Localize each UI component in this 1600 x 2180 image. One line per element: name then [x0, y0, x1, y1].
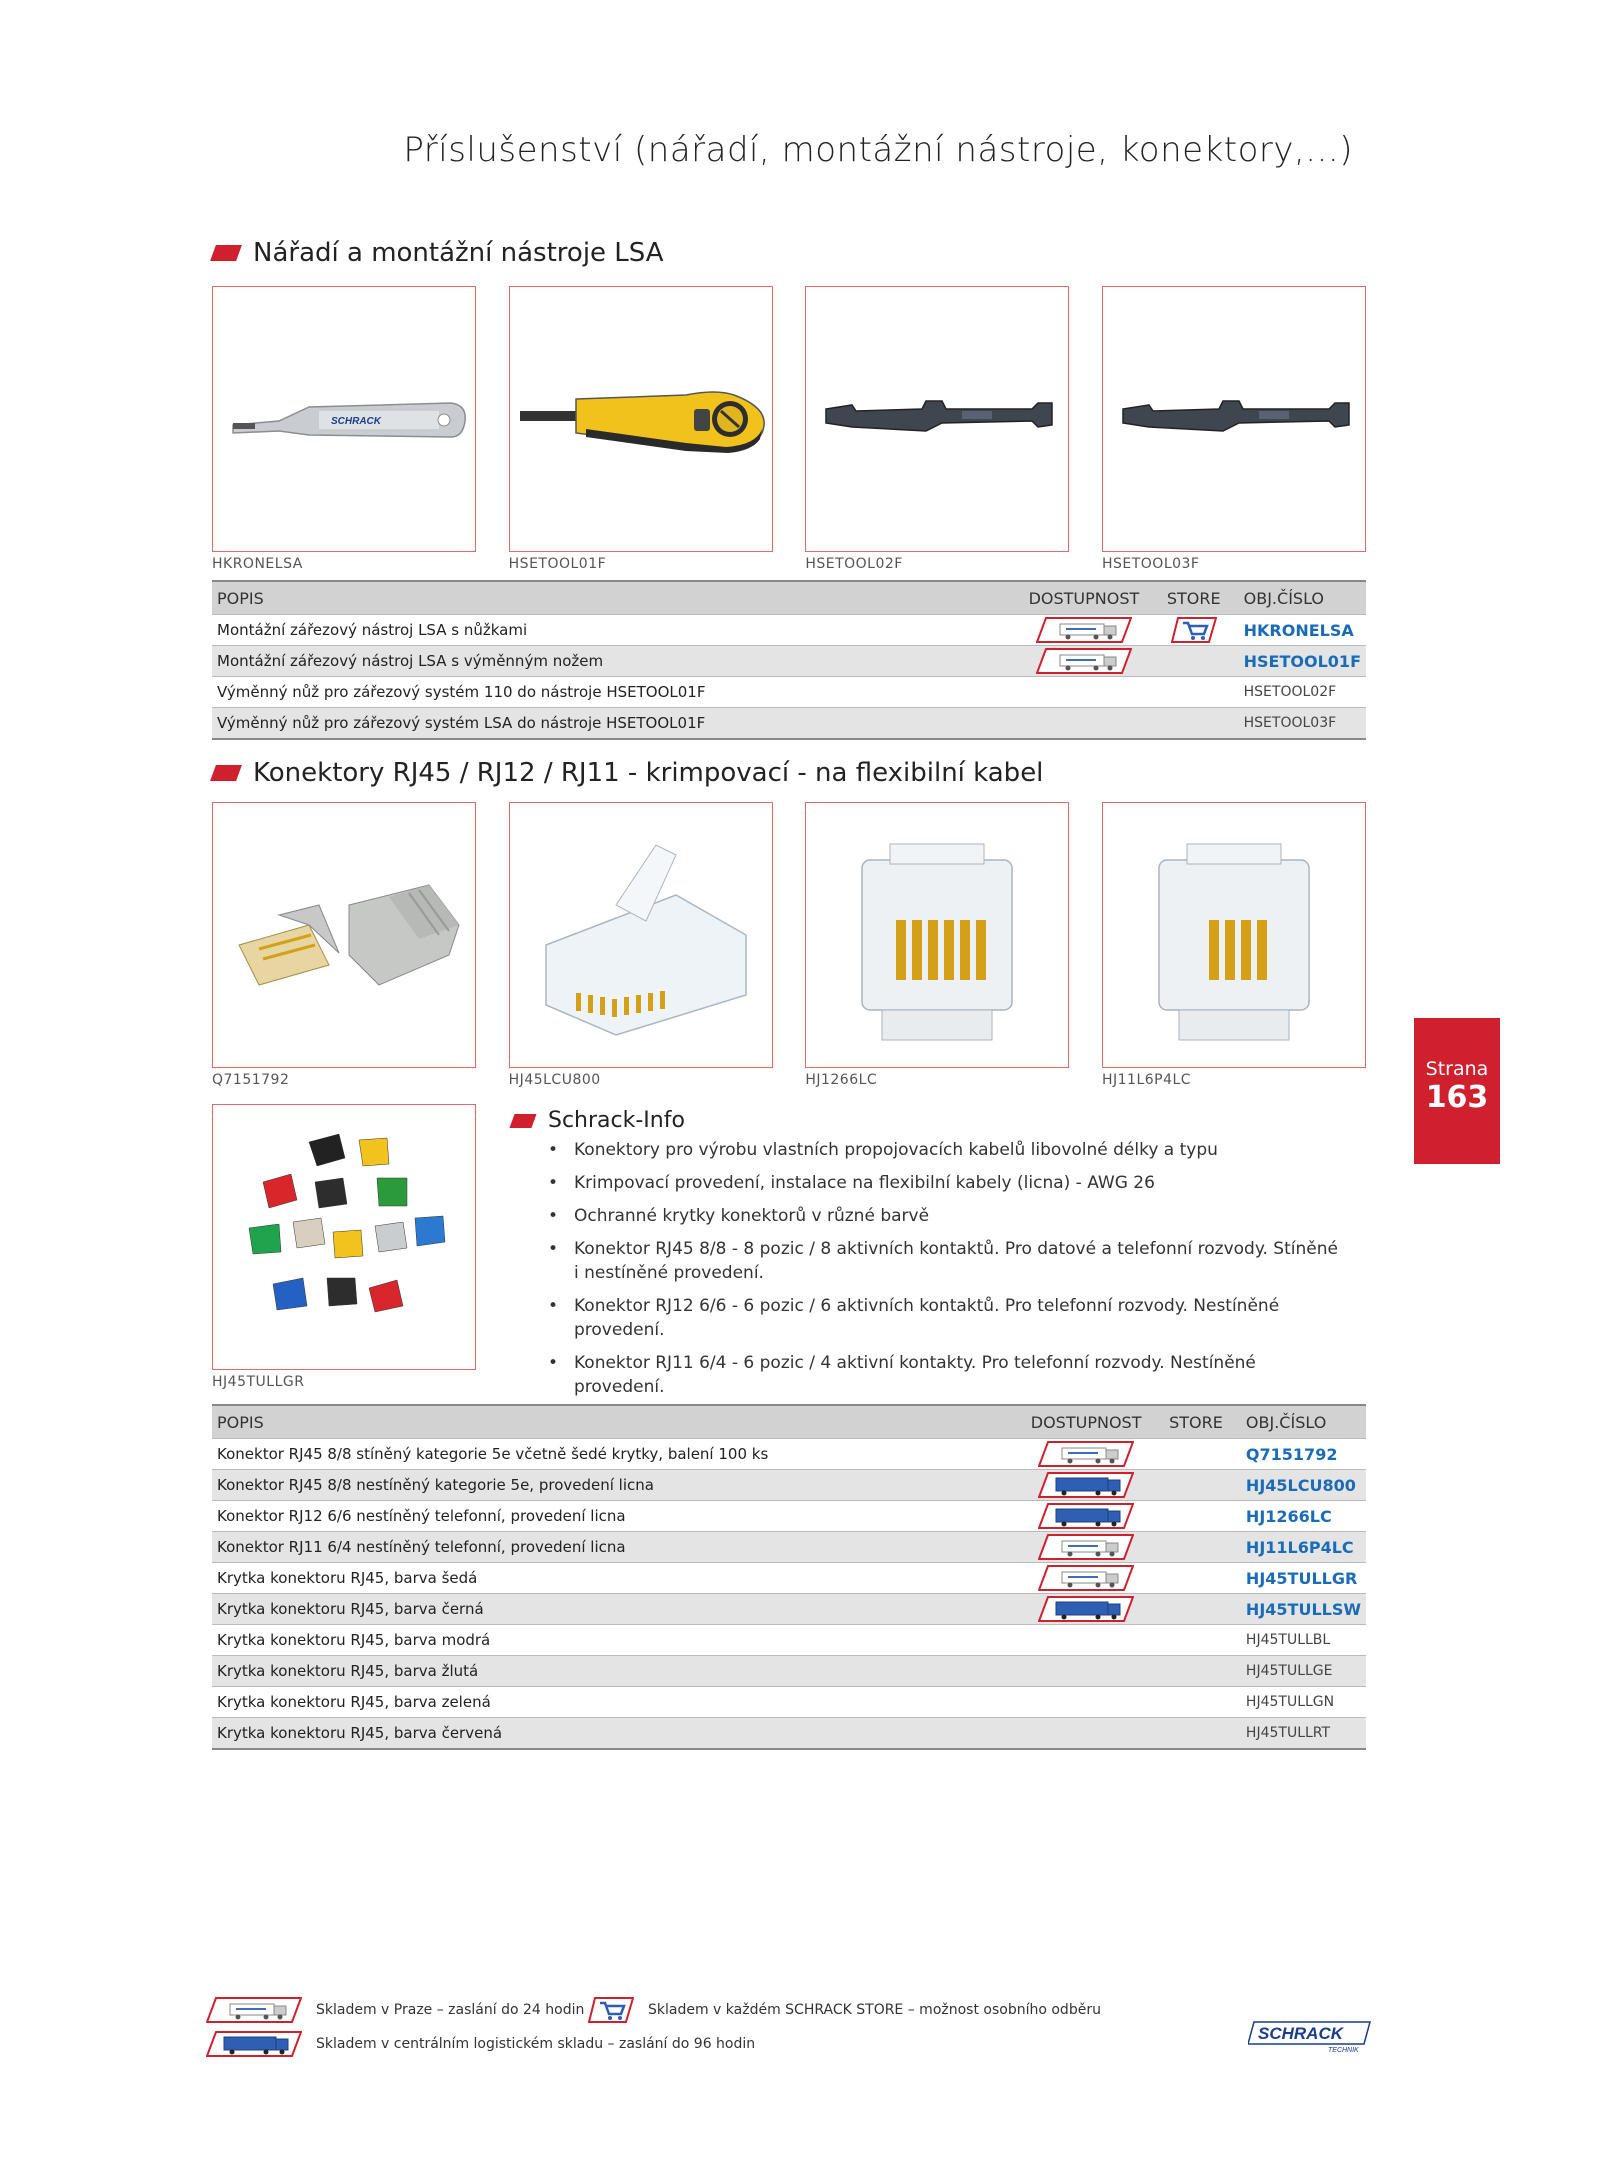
header-obj-cislo: OBJ.ČÍSLO — [1236, 1405, 1366, 1439]
header-popis: POPIS — [212, 581, 1014, 615]
section-title-text: Konektory RJ45 / RJ12 / RJ11 - krimpovací - na flexibilní kabel — [253, 758, 1044, 788]
product-card — [212, 286, 476, 572]
table-row — [212, 1439, 1366, 1470]
order-number-link[interactable]: HJ11L6P4LC — [1236, 1532, 1366, 1563]
stock-central-truck-icon — [1038, 1502, 1134, 1530]
logo-text: SCHRACK — [1258, 2024, 1343, 2043]
table-row — [212, 1656, 1366, 1687]
list-item: • Krimpovací provedení, instalace na flexibilní kabely (licna) - AWG 26 — [548, 1171, 1348, 1195]
legend-text: Skladem v centrálním logistickém skladu – zaslání do 96 hodin — [316, 2036, 756, 2052]
product-caption: Q7151792 — [212, 1072, 290, 1088]
row-description: Krytka konektoru RJ45, barva žlutá — [212, 1656, 1016, 1687]
table-row — [212, 1718, 1366, 1750]
product-card — [805, 286, 1069, 572]
order-number-link[interactable]: Q7151792 — [1236, 1439, 1366, 1470]
order-number-link[interactable]: HJ45LCU800 — [1236, 1470, 1366, 1501]
table-row — [212, 1563, 1366, 1594]
table-row — [212, 1594, 1366, 1625]
product-caption: HSETOOL03F — [1101, 556, 1200, 572]
table-row — [212, 677, 1366, 708]
header-store: STORE — [1156, 1405, 1236, 1439]
list-item: • Ochranné krytky konektorů v různé barvě — [548, 1204, 1348, 1228]
product-caption: HSETOOL02F — [805, 556, 903, 572]
stock-central-truck-icon — [1038, 1471, 1134, 1499]
tool-image-grid — [212, 286, 1366, 572]
product-card — [1102, 286, 1366, 572]
page-number-tab — [1414, 1018, 1500, 1164]
table-row — [212, 1687, 1366, 1718]
order-number: HJ45TULLRT — [1236, 1718, 1366, 1750]
product-image-hj11l6p4lc — [1102, 802, 1366, 1068]
row-description: Krytka konektoru RJ45, barva zelená — [212, 1687, 1016, 1718]
table-row — [212, 708, 1366, 740]
order-number: HJ45TULLBL — [1236, 1625, 1366, 1656]
connector-image-grid — [212, 802, 1366, 1088]
page-label: Strana — [1425, 1058, 1489, 1080]
stock-central-truck-icon — [1038, 1595, 1134, 1623]
legend-prague — [206, 1996, 584, 2024]
product-image-q7151792 — [212, 802, 476, 1068]
product-caption: HJ45TULLGR — [212, 1374, 305, 1390]
header-dostupnost: DOSTUPNOST — [1014, 581, 1154, 615]
row-description: Konektor RJ45 8/8 stíněný kategorie 5e včetně šedé krytky, balení 100 ks — [212, 1439, 1016, 1470]
list-item: • Konektory pro výrobu vlastních propojovacích kabelů libovolné délky a typu — [548, 1138, 1348, 1162]
product-card — [212, 802, 476, 1088]
section-title-connectors — [213, 758, 1043, 788]
row-description: Krytka konektoru RJ45, barva modrá — [212, 1625, 1016, 1656]
order-number: HJ45TULLGN — [1236, 1687, 1366, 1718]
legend-text: Skladem v každém SCHRACK STORE – možnost osobního odběru — [648, 2002, 1101, 2018]
order-number-link[interactable]: HJ45TULLGR — [1236, 1563, 1366, 1594]
row-description: Krytka konektoru RJ45, barva černá — [212, 1594, 1016, 1625]
product-caption: HSETOOL01F — [508, 556, 607, 572]
tools-product-table — [212, 580, 1366, 740]
row-description: Krytka konektoru RJ45, barva šedá — [212, 1563, 1016, 1594]
logo-subtext: TECHNIK — [1328, 2047, 1359, 2054]
order-number-link[interactable]: HJ45TULLSW — [1236, 1594, 1366, 1625]
row-description: Montážní zářezový nástroj LSA s výměnným nožem — [212, 646, 1014, 677]
product-card — [509, 286, 773, 572]
header-popis: POPIS — [212, 1405, 1016, 1439]
row-description: Konektor RJ12 6/6 nestíněný telefonní, provedení licna — [212, 1501, 1016, 1532]
product-image-hsetool03f — [1102, 286, 1366, 552]
stock-prague-truck-icon — [206, 1996, 302, 2024]
store-cart-icon — [1171, 616, 1217, 644]
stock-prague-truck-icon — [1038, 1533, 1134, 1561]
product-card — [805, 802, 1069, 1088]
product-caption: HJ1266LC — [805, 1072, 878, 1088]
legend-store — [588, 1996, 1101, 2024]
list-item: • Konektor RJ12 6/6 - 6 pozic / 6 aktivních kontaktů. Pro telefonní rozvody. Nestíněné provedení. — [548, 1294, 1348, 1342]
order-number: HSETOOL02F — [1234, 677, 1366, 708]
table-row — [212, 646, 1366, 677]
table-row — [212, 1501, 1366, 1532]
row-description: Konektor RJ11 6/4 nestíněný telefonní, provedení licna — [212, 1532, 1016, 1563]
schrack-info-list — [548, 1138, 1348, 1408]
table-row — [212, 615, 1366, 646]
header-store: STORE — [1154, 581, 1234, 615]
connectors-product-table — [212, 1404, 1366, 1750]
list-item: • Konektor RJ45 8/8 - 8 pozic / 8 aktivních kontaktů. Pro datové a telefonní rozvody. Stíněné i nestíněné provedení. — [548, 1237, 1348, 1285]
product-image-hj1266lc — [805, 802, 1069, 1068]
page-title: Příslušenství (nářadí, montážní nástroje, konektory,...) — [403, 130, 1353, 170]
legend-text: Skladem v Praze – zaslání do 24 hodin — [316, 2002, 585, 2018]
product-image-hkronelsa — [212, 286, 476, 552]
brand-label: SCHRACK — [331, 416, 381, 427]
product-caption: HJ11L6P4LC — [1101, 1072, 1192, 1088]
table-header — [212, 1405, 1366, 1439]
stock-prague-truck-icon — [1038, 1564, 1134, 1592]
stock-central-truck-icon — [206, 2030, 302, 2058]
order-number: HJ45TULLGE — [1236, 1656, 1366, 1687]
row-description: Konektor RJ45 8/8 nestíněný kategorie 5e, provedení licna — [212, 1470, 1016, 1501]
legend-central — [206, 2030, 755, 2058]
store-cart-icon — [588, 1996, 634, 2024]
order-number-link[interactable]: HJ1266LC — [1236, 1501, 1366, 1532]
order-number: HSETOOL03F — [1234, 708, 1366, 740]
section-marker-icon — [210, 245, 242, 261]
schrack-info-title — [512, 1108, 685, 1133]
page-number: 163 — [1425, 1080, 1489, 1115]
table-header — [212, 581, 1366, 615]
stock-prague-truck-icon — [1038, 1440, 1134, 1468]
section-marker-icon — [210, 765, 242, 781]
header-obj-cislo: OBJ.ČÍSLO — [1234, 581, 1366, 615]
section-marker-icon — [509, 1114, 536, 1128]
product-card — [212, 1104, 476, 1390]
row-description: Montážní zářezový nástroj LSA s nůžkami — [212, 615, 1014, 646]
product-card — [509, 802, 773, 1088]
info-title-text: Schrack-Info — [548, 1108, 685, 1133]
product-image-hsetool02f — [805, 286, 1069, 552]
table-row — [212, 1532, 1366, 1563]
section-title-text: Nářadí a montážní nástroje LSA — [253, 238, 664, 268]
product-image-hsetool01f — [509, 286, 773, 552]
table-row — [212, 1625, 1366, 1656]
section-title-tools — [213, 238, 664, 268]
stock-prague-truck-icon — [1036, 647, 1132, 675]
order-number-link[interactable]: HSETOOL01F — [1234, 646, 1366, 677]
order-number-link[interactable]: HKRONELSA — [1234, 615, 1366, 646]
row-description: Výměnný nůž pro zářezový systém 110 do nástroje HSETOOL01F — [212, 677, 1014, 708]
product-image-hj45tullgr — [212, 1104, 476, 1370]
row-description: Výměnný nůž pro zářezový systém LSA do nástroje HSETOOL01F — [212, 708, 1014, 740]
product-caption: HKRONELSA — [212, 556, 303, 572]
product-caption: HJ45LCU800 — [508, 1072, 601, 1088]
list-item: • Konektor RJ11 6/4 - 6 pozic / 4 aktivní kontakty. Pro telefonní rozvody. Nestíněné provedení. — [548, 1351, 1348, 1399]
header-dostupnost: DOSTUPNOST — [1016, 1405, 1156, 1439]
table-row — [212, 1470, 1366, 1501]
row-description: Krytka konektoru RJ45, barva červená — [212, 1718, 1016, 1750]
schrack-logo — [1248, 2018, 1372, 2054]
product-card — [1102, 802, 1366, 1088]
stock-prague-truck-icon — [1036, 616, 1132, 644]
product-image-hj45lcu800 — [509, 802, 773, 1068]
